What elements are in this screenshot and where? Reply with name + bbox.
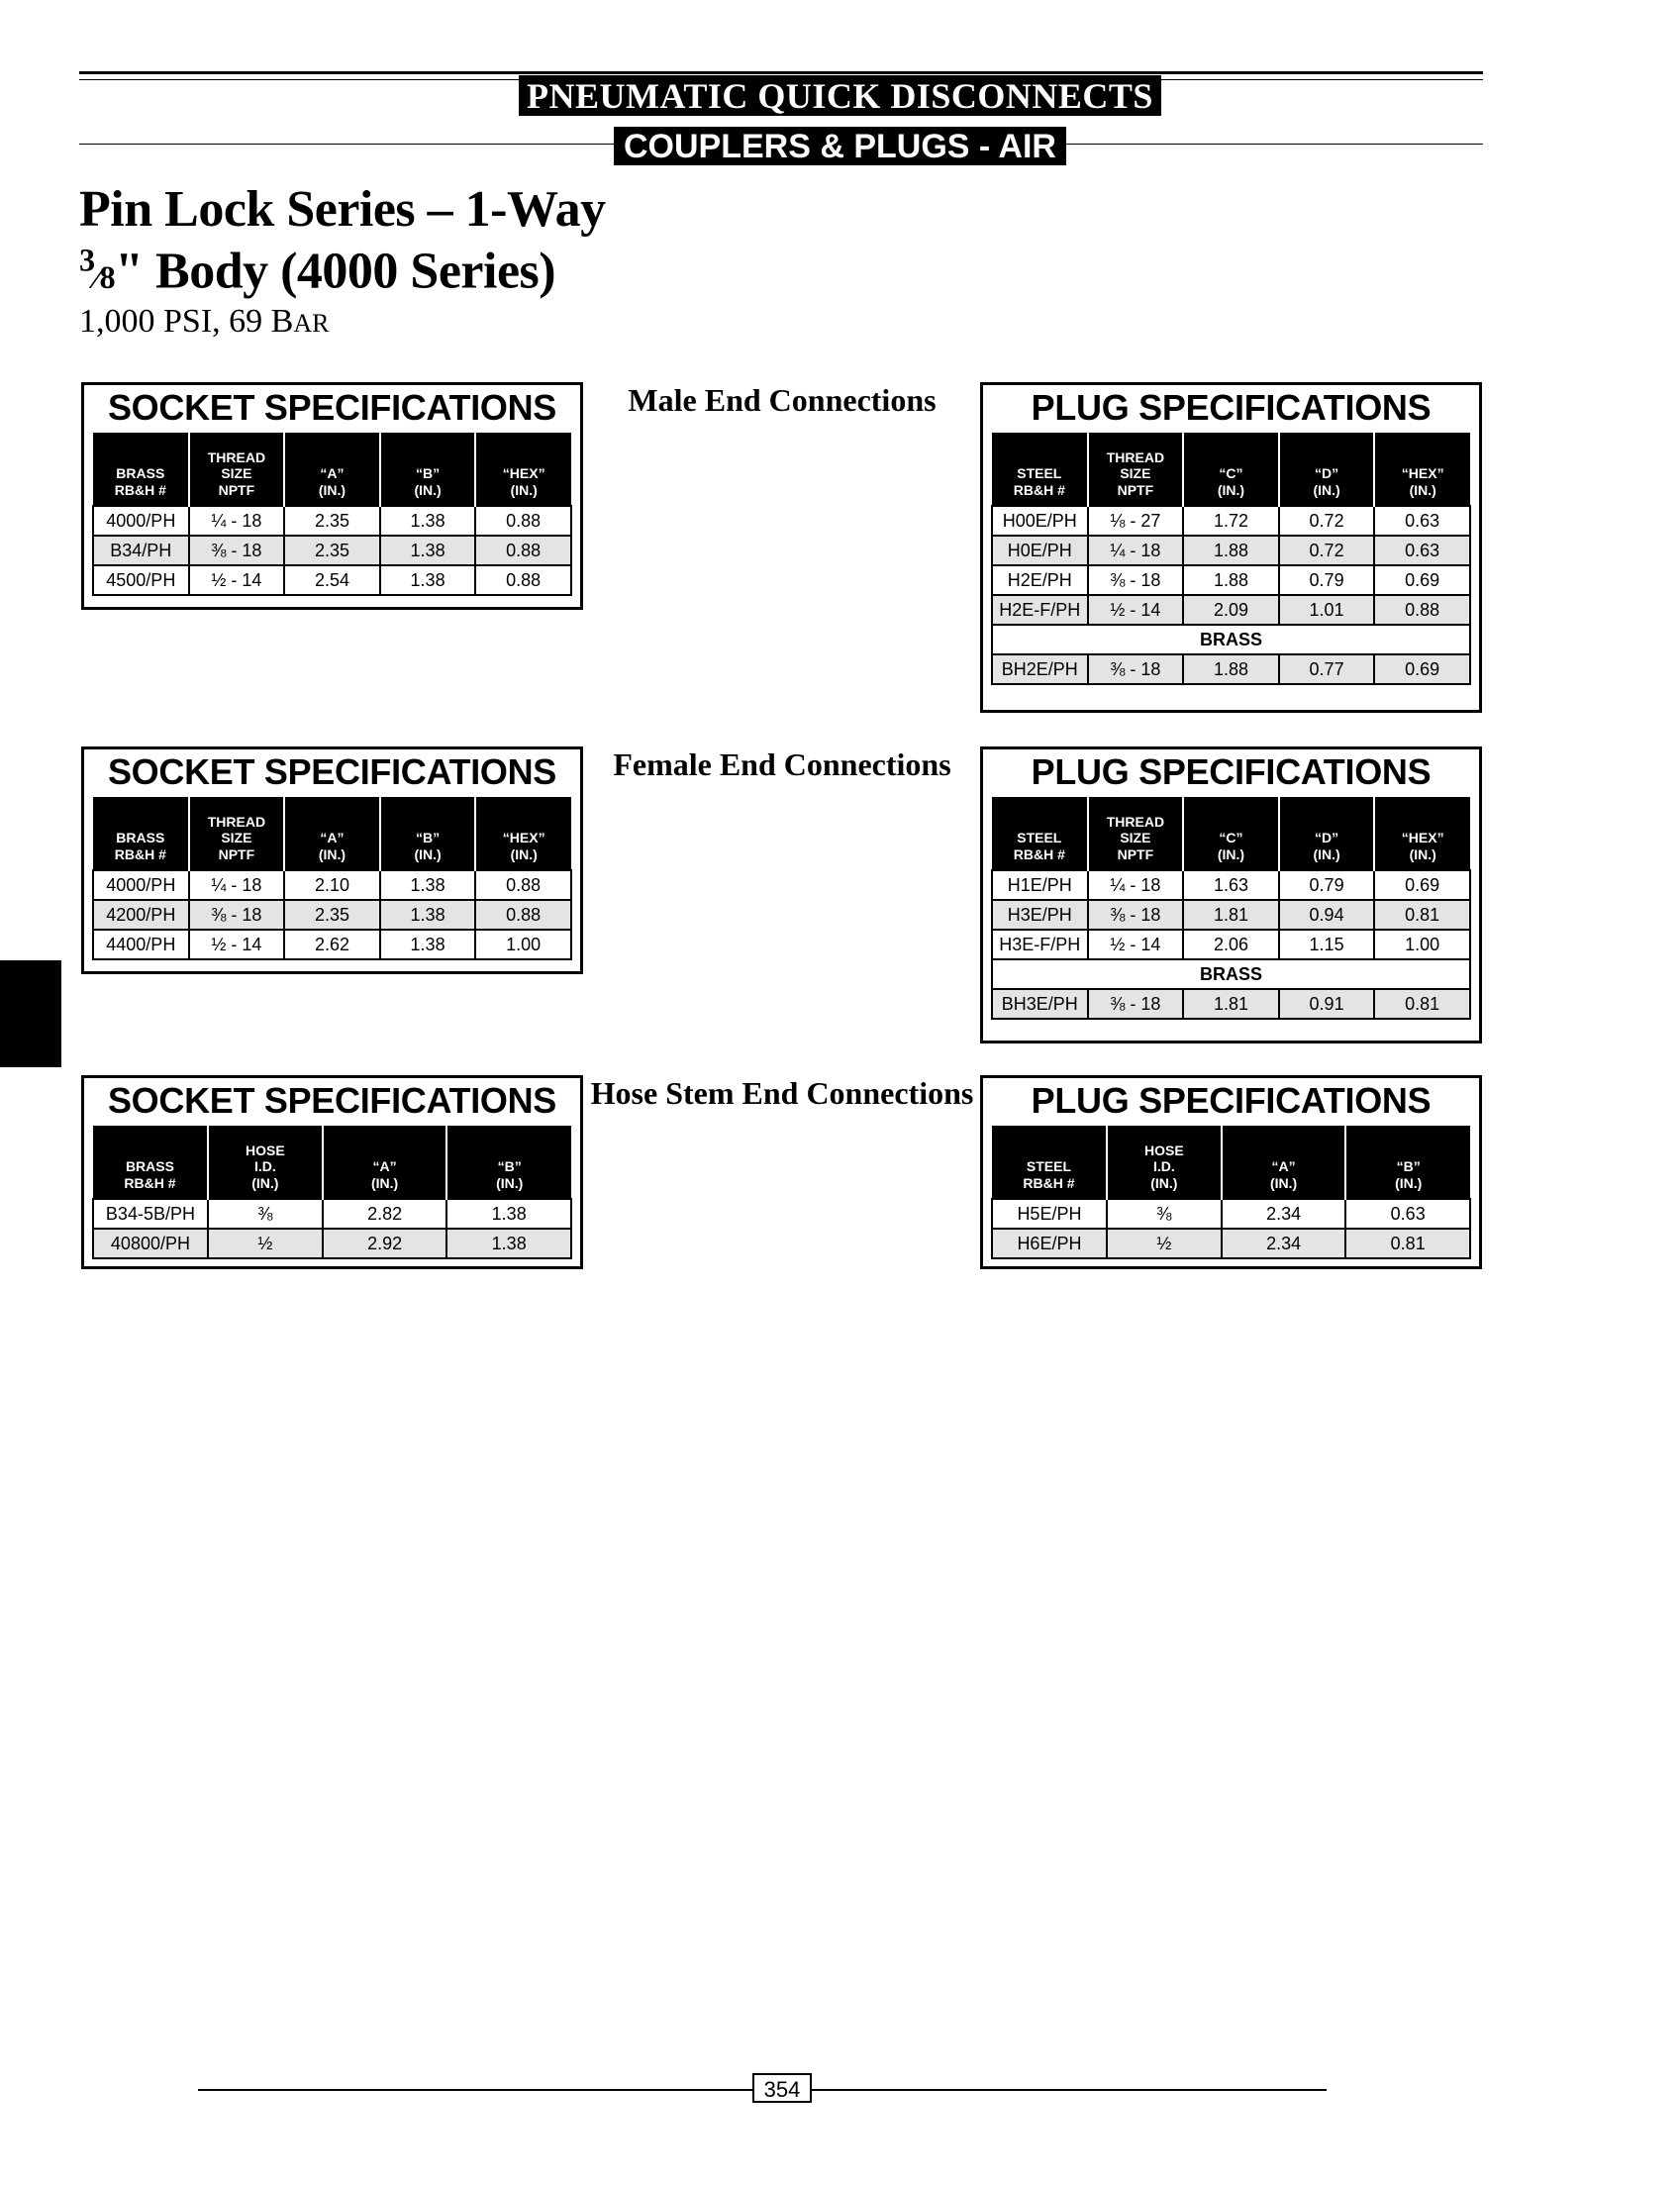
table-cell: H2E-F/PH xyxy=(992,595,1088,625)
table-row xyxy=(93,870,571,900)
table-cell: 0.88 xyxy=(475,565,571,595)
table-row xyxy=(992,536,1470,565)
header-text: RB&H # xyxy=(114,482,166,499)
table-row xyxy=(93,930,571,959)
header-text: (IN.) xyxy=(414,846,442,863)
header-text: I.D. xyxy=(1152,1158,1175,1175)
header-text: (IN.) xyxy=(251,1175,279,1192)
socket-spec-box-male xyxy=(81,382,583,610)
socket-spec-title: SOCKET SPECIFICATIONS xyxy=(107,387,557,428)
table-cell: BRASS xyxy=(992,959,1470,989)
header-text: STEEL xyxy=(1017,465,1062,482)
table-cell: BH3E/PH xyxy=(992,989,1088,1019)
header-text: BRASS xyxy=(125,1158,174,1175)
table-cell: 2.09 xyxy=(1183,595,1279,625)
col-header-rbh xyxy=(93,1126,208,1199)
table-row xyxy=(992,506,1470,536)
col-header-hose-id xyxy=(1107,1126,1222,1199)
col-header-d xyxy=(1279,797,1375,870)
subcategory-label: COUPLERS & PLUGS - AIR xyxy=(614,127,1066,165)
table-cell: H3E-F/PH xyxy=(992,930,1088,959)
table-cell: 0.81 xyxy=(1374,900,1470,930)
col-header-thread xyxy=(189,797,285,870)
fraction-numerator: 3 xyxy=(79,242,95,277)
header-text: BRASS xyxy=(116,465,165,482)
connection-label-hose-stem: Hose Stem End Connections xyxy=(590,1075,974,1111)
category-banner xyxy=(0,75,1680,116)
plug-spec-table-hose-stem xyxy=(991,1126,1471,1259)
header-text: RB&H # xyxy=(124,1175,176,1192)
header-text: “A” xyxy=(320,465,345,482)
header-text: THREAD SIZE xyxy=(1106,448,1165,482)
table-cell: 0.88 xyxy=(475,900,571,930)
table-cell: ¼ - 18 xyxy=(1088,536,1184,565)
table-row xyxy=(93,565,571,595)
header-text: NPTF xyxy=(218,846,255,863)
table-cell: 2.34 xyxy=(1222,1229,1346,1258)
header-text: RB&H # xyxy=(114,846,166,863)
header-text: (IN.) xyxy=(1313,846,1340,863)
table-cell: 0.79 xyxy=(1279,870,1375,900)
table-cell: 4200/PH xyxy=(93,900,189,930)
header-text: (IN.) xyxy=(318,846,346,863)
col-header-thread xyxy=(189,433,285,506)
header-text: (IN.) xyxy=(510,846,538,863)
table-cell: 1.81 xyxy=(1183,900,1279,930)
table-cell: BRASS xyxy=(992,625,1470,654)
col-header-b xyxy=(380,433,476,506)
table-cell: ⅜ - 18 xyxy=(189,900,285,930)
header-text: (IN.) xyxy=(318,482,346,499)
header-text: (IN.) xyxy=(1409,846,1436,863)
plug-spec-title: PLUG SPECIFICATIONS xyxy=(1031,1080,1432,1121)
table-cell: 4000/PH xyxy=(93,870,189,900)
table-cell: 2.10 xyxy=(284,870,380,900)
table-cell: H0E/PH xyxy=(992,536,1088,565)
col-header-hex xyxy=(475,433,571,506)
table-cell: 0.69 xyxy=(1374,870,1470,900)
footer-rule-left xyxy=(198,2089,752,2091)
table-cell: 1.88 xyxy=(1183,654,1279,684)
header-text: RB&H # xyxy=(1023,1175,1075,1192)
header-rule-top xyxy=(79,71,1483,74)
header-text: (IN.) xyxy=(1217,482,1245,499)
header-text: STEEL xyxy=(1017,830,1062,846)
table-row xyxy=(93,506,571,536)
table-cell: 4000/PH xyxy=(93,506,189,536)
col-header-b xyxy=(380,797,476,870)
table-cell: ⅛ - 27 xyxy=(1088,506,1184,536)
col-header-thread xyxy=(1088,797,1184,870)
col-header-rbh xyxy=(93,433,189,506)
table-cell: 1.38 xyxy=(380,900,476,930)
header-text: RB&H # xyxy=(1013,846,1065,863)
page-number: 354 xyxy=(752,2073,812,2103)
header-text: (IN.) xyxy=(414,482,442,499)
table-cell: 0.91 xyxy=(1279,989,1375,1019)
table-row xyxy=(992,900,1470,930)
group-row-brass xyxy=(992,625,1470,654)
table-cell: BH2E/PH xyxy=(992,654,1088,684)
table-cell: 0.81 xyxy=(1374,989,1470,1019)
col-header-c xyxy=(1183,433,1279,506)
table-row xyxy=(992,870,1470,900)
table-cell: 1.38 xyxy=(380,565,476,595)
table-cell: ½ xyxy=(208,1229,323,1258)
table-cell: 2.54 xyxy=(284,565,380,595)
col-header-a xyxy=(323,1126,447,1199)
table-cell: ½ - 14 xyxy=(1088,930,1184,959)
col-header-hex xyxy=(1374,433,1470,506)
col-header-c xyxy=(1183,797,1279,870)
table-row xyxy=(992,1229,1470,1258)
table-cell: ½ xyxy=(1107,1229,1222,1258)
connection-label-male: Male End Connections xyxy=(628,382,937,418)
header-text: “HEX” xyxy=(502,830,545,846)
page-title xyxy=(79,181,606,238)
header-text: (IN.) xyxy=(1150,1175,1178,1192)
col-header-rbh xyxy=(992,797,1088,870)
header-text: HOSE xyxy=(1144,1142,1184,1158)
table-cell: B34/PH xyxy=(93,536,189,565)
col-header-thread xyxy=(1088,433,1184,506)
connection-label-female: Female End Connections xyxy=(613,746,951,782)
subcategory-banner xyxy=(0,127,1680,165)
header-text: RB&H # xyxy=(1013,482,1065,499)
header-text: THREAD SIZE xyxy=(207,813,266,846)
table-cell: H00E/PH xyxy=(992,506,1088,536)
header-text: (IN.) xyxy=(1313,482,1340,499)
table-cell: ⅜ - 18 xyxy=(189,536,285,565)
header-text: “A” xyxy=(1271,1158,1296,1175)
table-cell: 0.88 xyxy=(1374,595,1470,625)
table-cell: 0.72 xyxy=(1279,506,1375,536)
header-text: HOSE xyxy=(246,1142,285,1158)
header-text: (IN.) xyxy=(1217,846,1245,863)
header-text: (IN.) xyxy=(1409,482,1436,499)
col-header-a xyxy=(284,433,380,506)
pressure-rating-main: 1,000 PSI, 69 B xyxy=(79,303,294,340)
table-row xyxy=(992,565,1470,595)
header-text: NPTF xyxy=(1117,846,1154,863)
body-size-fraction: $^3$⁄8 xyxy=(79,242,116,295)
header-text: (IN.) xyxy=(510,482,538,499)
table-cell: 2.35 xyxy=(284,536,380,565)
table-cell: 0.88 xyxy=(475,870,571,900)
table-cell: H2E/PH xyxy=(992,565,1088,595)
header-text: BRASS xyxy=(116,830,165,846)
socket-spec-title: SOCKET SPECIFICATIONS xyxy=(107,1080,557,1121)
table-cell: ⅜ xyxy=(1107,1199,1222,1229)
table-row xyxy=(992,654,1470,684)
plug-spec-box-hose-stem xyxy=(980,1075,1482,1269)
table-cell: ½ - 14 xyxy=(1088,595,1184,625)
body-series-text: " Body (4000 Series) xyxy=(115,243,556,300)
page-subtitle-body xyxy=(79,244,555,298)
table-cell: ⅜ xyxy=(208,1199,323,1229)
socket-spec-box-hose-stem xyxy=(81,1075,583,1269)
table-cell: 40800/PH xyxy=(93,1229,208,1258)
header-text: THREAD SIZE xyxy=(1106,813,1165,846)
table-cell: H3E/PH xyxy=(992,900,1088,930)
plug-spec-box-male xyxy=(980,382,1482,713)
header-text: I.D. xyxy=(253,1158,276,1175)
table-cell: 1.38 xyxy=(446,1229,571,1258)
table-cell: 4500/PH xyxy=(93,565,189,595)
header-text: “B” xyxy=(497,1158,522,1175)
table-cell: ¼ - 18 xyxy=(1088,870,1184,900)
col-header-a xyxy=(284,797,380,870)
col-header-hose-id xyxy=(208,1126,323,1199)
table-cell: 4400/PH xyxy=(93,930,189,959)
header-text: “B” xyxy=(416,830,441,846)
col-header-hex xyxy=(475,797,571,870)
table-cell: 2.35 xyxy=(284,506,380,536)
table-row xyxy=(93,536,571,565)
pressure-rating-smallcaps: AR xyxy=(293,309,330,338)
header-text: NPTF xyxy=(218,482,255,499)
pressure-rating xyxy=(79,305,329,339)
socket-spec-title: SOCKET SPECIFICATIONS xyxy=(107,751,557,792)
table-row xyxy=(93,1199,571,1229)
table-cell: ½ - 14 xyxy=(189,930,285,959)
header-text: STEEL xyxy=(1026,1158,1072,1175)
table-cell: B34-5B/PH xyxy=(93,1199,208,1229)
table-cell: 1.38 xyxy=(446,1199,571,1229)
table-cell: 2.92 xyxy=(323,1229,447,1258)
table-cell: 1.01 xyxy=(1279,595,1375,625)
header-text: “D” xyxy=(1315,465,1339,482)
table-row xyxy=(93,1229,571,1258)
header-text: “HEX” xyxy=(502,465,545,482)
table-cell: H1E/PH xyxy=(992,870,1088,900)
table-cell: 1.38 xyxy=(380,930,476,959)
header-text: (IN.) xyxy=(1395,1175,1423,1192)
table-row xyxy=(992,1199,1470,1229)
footer-rule-right xyxy=(812,2089,1327,2091)
col-header-b xyxy=(1345,1126,1470,1199)
table-cell: ¼ - 18 xyxy=(189,870,285,900)
table-cell: H5E/PH xyxy=(992,1199,1107,1229)
table-cell: 1.38 xyxy=(380,536,476,565)
header-text: NPTF xyxy=(1117,482,1154,499)
plug-spec-title: PLUG SPECIFICATIONS xyxy=(1031,751,1432,792)
table-cell: 0.72 xyxy=(1279,536,1375,565)
table-cell: ⅜ - 18 xyxy=(1088,900,1184,930)
table-cell: 0.69 xyxy=(1374,565,1470,595)
socket-spec-table-male xyxy=(92,433,572,596)
table-cell: 0.63 xyxy=(1374,536,1470,565)
table-row xyxy=(992,595,1470,625)
table-cell: H6E/PH xyxy=(992,1229,1107,1258)
table-cell: 0.79 xyxy=(1279,565,1375,595)
table-row xyxy=(93,900,571,930)
table-cell: 0.88 xyxy=(475,506,571,536)
table-cell: 2.06 xyxy=(1183,930,1279,959)
header-text: (IN.) xyxy=(370,1175,399,1192)
plug-spec-table-female xyxy=(991,797,1471,1020)
group-row-brass xyxy=(992,959,1470,989)
col-header-rbh xyxy=(93,797,189,870)
socket-spec-box-female xyxy=(81,746,583,974)
header-text: (IN.) xyxy=(496,1175,524,1192)
table-cell: ½ - 14 xyxy=(189,565,285,595)
col-header-rbh xyxy=(992,433,1088,506)
header-text: “B” xyxy=(416,465,441,482)
col-header-b xyxy=(446,1126,571,1199)
header-text: “HEX” xyxy=(1401,830,1444,846)
table-cell: 1.63 xyxy=(1183,870,1279,900)
header-text: “B” xyxy=(1396,1158,1421,1175)
fraction-denominator: 8 xyxy=(99,258,116,295)
table-cell: 1.38 xyxy=(380,506,476,536)
table-row xyxy=(992,930,1470,959)
socket-spec-table-hose-stem xyxy=(92,1126,572,1259)
plug-spec-box-female xyxy=(980,746,1482,1043)
col-header-a xyxy=(1222,1126,1346,1199)
col-header-hex xyxy=(1374,797,1470,870)
table-cell: 1.38 xyxy=(380,870,476,900)
plug-spec-table-male xyxy=(991,433,1471,685)
table-cell: 1.81 xyxy=(1183,989,1279,1019)
header-text: “A” xyxy=(320,830,345,846)
table-cell: ⅜ - 18 xyxy=(1088,654,1184,684)
section-tab-marker xyxy=(0,960,61,1067)
table-cell: 2.34 xyxy=(1222,1199,1346,1229)
table-cell: 2.62 xyxy=(284,930,380,959)
table-row xyxy=(992,989,1470,1019)
header-text: “HEX” xyxy=(1401,465,1444,482)
table-cell: 1.00 xyxy=(1374,930,1470,959)
category-label: PNEUMATIC QUICK DISCONNECTS xyxy=(519,75,1161,116)
table-cell: 0.94 xyxy=(1279,900,1375,930)
table-cell: ¼ - 18 xyxy=(189,506,285,536)
header-text: (IN.) xyxy=(1269,1175,1298,1192)
header-text: THREAD SIZE xyxy=(207,448,266,482)
socket-spec-table-female xyxy=(92,797,572,960)
header-text: “C” xyxy=(1219,830,1243,846)
header-text: “A” xyxy=(372,1158,397,1175)
table-cell: 2.35 xyxy=(284,900,380,930)
page-title-text: Pin Lock Series – 1-Way xyxy=(79,181,606,238)
table-cell: 0.63 xyxy=(1345,1199,1470,1229)
plug-spec-title: PLUG SPECIFICATIONS xyxy=(1031,387,1432,428)
table-cell: 0.63 xyxy=(1374,506,1470,536)
table-cell: 1.72 xyxy=(1183,506,1279,536)
table-cell: 1.88 xyxy=(1183,565,1279,595)
table-cell: 1.00 xyxy=(475,930,571,959)
table-cell: 0.77 xyxy=(1279,654,1375,684)
header-text: “C” xyxy=(1219,465,1243,482)
table-cell: 0.81 xyxy=(1345,1229,1470,1258)
table-cell: ⅜ - 18 xyxy=(1088,565,1184,595)
table-cell: 1.88 xyxy=(1183,536,1279,565)
table-cell: 2.82 xyxy=(323,1199,447,1229)
table-cell: 1.15 xyxy=(1279,930,1375,959)
col-header-rbh xyxy=(992,1126,1107,1199)
table-cell: 0.69 xyxy=(1374,654,1470,684)
header-text: “D” xyxy=(1315,830,1339,846)
table-cell: ⅜ - 18 xyxy=(1088,989,1184,1019)
table-cell: 0.88 xyxy=(475,536,571,565)
col-header-d xyxy=(1279,433,1375,506)
